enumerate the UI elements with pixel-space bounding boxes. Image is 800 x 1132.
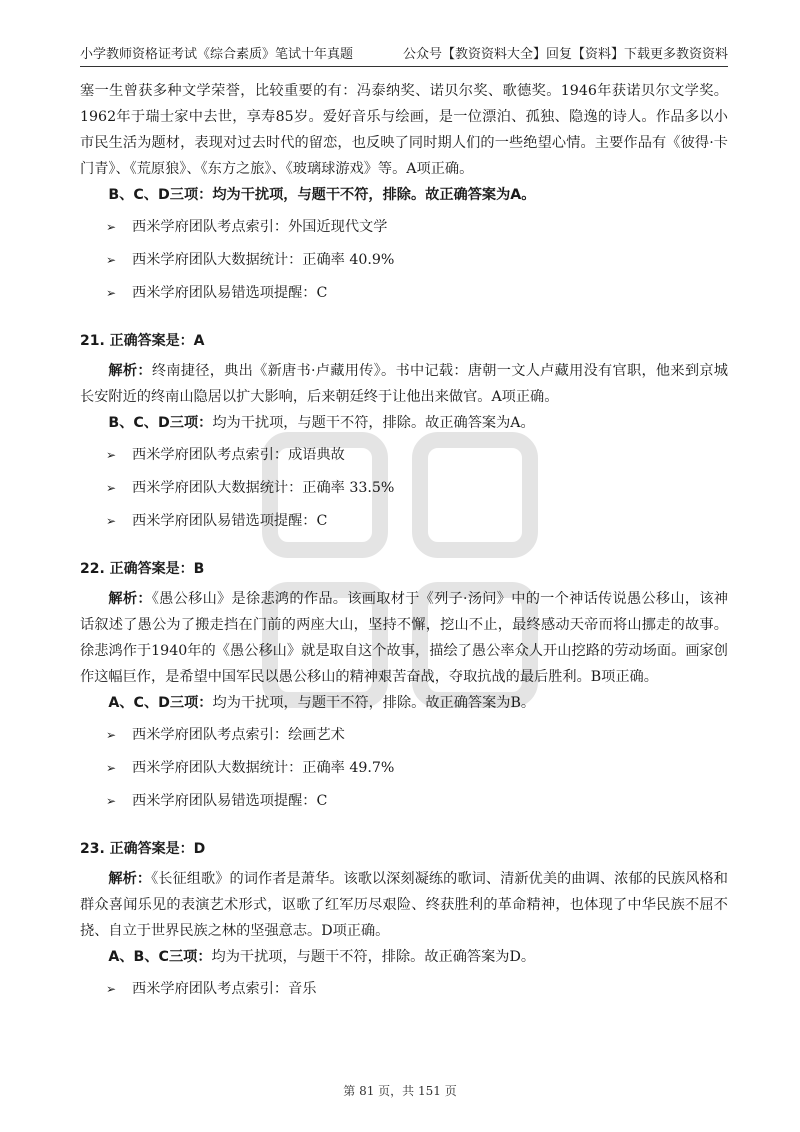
question-21-bullet-error: ➢ 西米学府团队易错选项提醒：C: [80, 508, 728, 534]
arrow-icon: ➢: [106, 982, 117, 996]
arrow-icon: ➢: [106, 728, 117, 742]
question-21-analysis: 解析：终南捷径，典出《新唐书·卢藏用传》。书中记载：唐朝一文人卢藏用没有官职，他来到京城长安附近的终南山隐居以扩大影响，后来朝廷终于让他出来做官。A项正确。: [80, 363, 728, 405]
document-body: [80, 78, 728, 1009]
arrow-icon: ➢: [106, 481, 117, 495]
page-number: 第 81 页，共 151 页: [343, 1084, 457, 1098]
question-23-exclusion: A、B、C三项：均为干扰项，与题干不符，排除。故正确答案为D。: [108, 949, 536, 965]
question-21-bullet-stats: ➢ 西米学府团队大数据统计：正确率 33.5%: [80, 475, 728, 501]
intro-bullet-index: ➢ 西米学府团队考点索引：外国近现代文学: [80, 214, 728, 240]
arrow-icon: ➢: [106, 253, 117, 267]
question-22-bullet-error: ➢ 西米学府团队易错选项提醒：C: [80, 788, 728, 814]
page-header: [80, 44, 728, 67]
question-23-bullet-index: ➢ 西米学府团队考点索引：音乐: [80, 976, 728, 1002]
question-22-answer: 22. 正确答案是：B: [80, 561, 205, 577]
arrow-icon: ➢: [106, 220, 117, 234]
question-23-analysis: 解析：《长征组歌》的词作者是萧华。该歌以深刻凝练的歌词、清新优美的曲调、浓郁的民族风格和群众喜闻乐见的表演艺术形式，讴歌了红军历尽艰险、终获胜利的革命精神，也体现了中华民族不屈不挠、自立于世界民族之林的坚强意志。D项正确。: [80, 871, 728, 939]
arrow-icon: ➢: [106, 794, 117, 808]
arrow-icon: ➢: [106, 286, 117, 300]
question-23-answer: 23. 正确答案是：D: [80, 841, 206, 857]
question-22-bullet-index: ➢ 西米学府团队考点索引：绘画艺术: [80, 722, 728, 748]
intro-bullet-error: ➢ 西米学府团队易错选项提醒：C: [80, 280, 728, 306]
intro-bullet-stats: ➢ 西米学府团队大数据统计：正确率 40.9%: [80, 247, 728, 273]
arrow-icon: ➢: [106, 448, 117, 462]
header-promo: 公众号【教资资料大全】回复【资料】下载更多教资资料: [402, 47, 728, 62]
intro-paragraph: 塞一生曾获多种文学荣誉，比较重要的有：冯泰纳奖、诺贝尔奖、歌德奖。1946年获诺贝尔文学奖。1962年于瑞士家中去世，享寿85岁。爱好音乐与绘画，是一位漂泊、孤独、隐逸的诗人。作品多以小市民生活为题材，表现对过去时代的留恋，也反映了同时期人们的一些绝望心情。主要作品有《彼得·卡门青》、《荒原狼》、《东方之旅》、《玻璃球游戏》等。A项正确。: [80, 83, 728, 177]
question-22-bullet-stats: ➢ 西米学府团队大数据统计：正确率 49.7%: [80, 755, 728, 781]
arrow-icon: ➢: [106, 514, 117, 528]
question-21-answer: 21. 正确答案是：A: [80, 333, 205, 349]
header-title: 小学教师资格证考试《综合素质》笔试十年真题: [80, 47, 354, 62]
arrow-icon: ➢: [106, 761, 117, 775]
question-21-exclusion: B、C、D三项：均为干扰项，与题干不符，排除。故正确答案为A。: [108, 415, 535, 431]
intro-exclusion: B、C、D三项：均为干扰项，与题干不符，排除。故正确答案为A。: [108, 187, 536, 203]
question-21-bullet-index: ➢ 西米学府团队考点索引：成语典故: [80, 442, 728, 468]
question-22-analysis: 解析：《愚公移山》是徐悲鸿的作品。该画取材于《列子·汤问》中的一个神话传说愚公移山，该神话叙述了愚公为了搬走挡在门前的两座大山，坚持不懈，挖山不止，最终感动天帝而将山挪走的故事。徐悲鸿作于1940年的《愚公移山》就是取自这个故事，描绘了愚公率众人开山挖路的劳动场面。画家创作这幅巨作，是希望中国军民以愚公移山的精神艰苦奋战，夺取抗战的最后胜利。B项正确。: [80, 591, 728, 685]
question-22-exclusion: A、C、D三项：均为干扰项，与题干不符，排除。故正确答案为B。: [108, 695, 536, 711]
